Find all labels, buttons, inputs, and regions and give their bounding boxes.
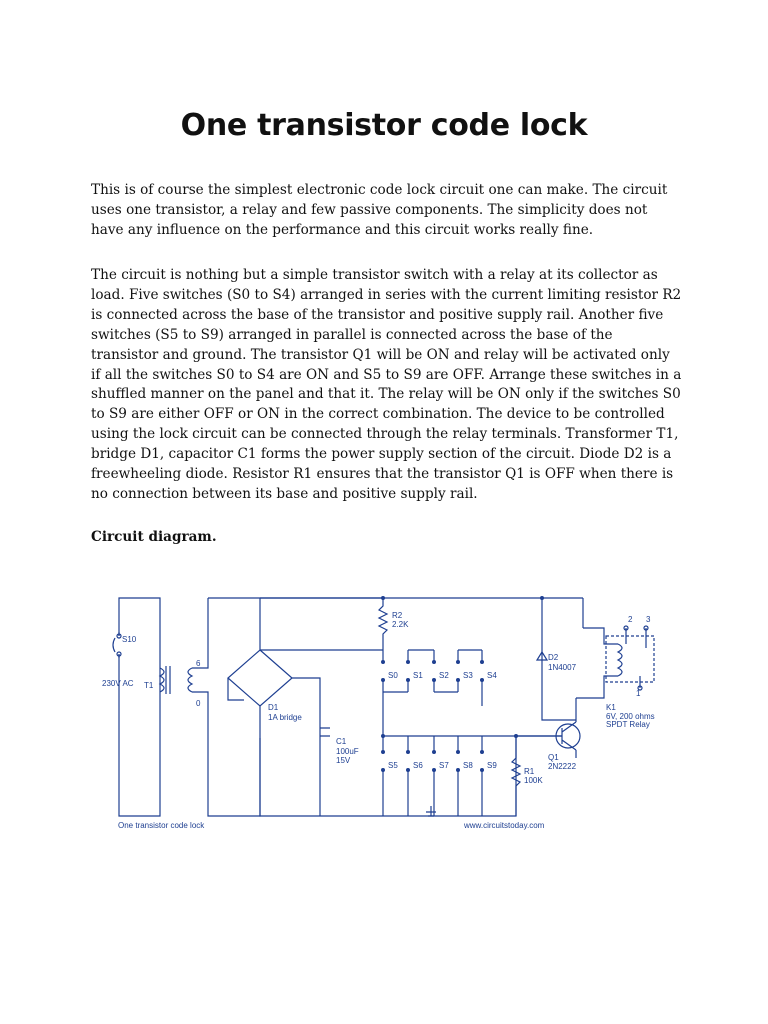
label-k1-name: K1 [606,703,616,712]
label-c1-value2: 15V [336,756,351,765]
label-s9: S9 [487,761,497,770]
k1-relay-box [606,636,654,682]
label-k1-value1: 6V, 200 ohms [606,712,655,721]
diagram-caption-right: www.circuitstoday.com [464,821,545,830]
label-r1-value: 100K [524,776,543,785]
secondary-wires [192,598,260,816]
circuit-diagram [96,588,672,834]
label-s5: S5 [388,761,398,770]
t1-secondary [188,668,192,692]
label-c1-value1: 100uF [336,747,359,756]
label-tap-6: 6 [196,659,201,668]
intro-paragraph: This is of course the simplest electronic code lock circuit one can make. The circuit uses one transistor, a relay and few passive components. The simplicity does not have any influence on the performance and this circuit works really fine. [91,182,668,238]
parallel-switches [383,736,482,816]
d1-bridge [228,650,292,706]
r2-resistor [379,598,387,650]
k1-coil [618,644,622,676]
label-r2-name: R2 [392,611,403,620]
label-s6: S6 [413,761,423,770]
label-s7: S7 [439,761,449,770]
label-q1-name: Q1 [548,753,559,762]
label-s3: S3 [463,671,473,680]
t1-core [166,666,170,694]
ground-rail [260,736,516,816]
label-s8: S8 [463,761,473,770]
label-s10: S10 [122,635,137,644]
label-s4: S4 [487,671,497,680]
diagram-caption-left: One transistor code lock [118,821,205,830]
label-t1: T1 [144,681,154,690]
t1-primary [160,668,164,692]
label-s2: S2 [439,671,449,680]
label-d2-value: 1N4007 [548,663,577,672]
label-d1-name: D1 [268,703,279,712]
circuit-diagram-heading: Circuit diagram. [91,529,217,545]
label-tap-0: 0 [196,699,201,708]
label-k1-value2: SPDT Relay [606,720,650,729]
c1-capacitor [320,728,330,736]
label-relay-pin-1: 1 [636,689,641,698]
label-s0: S0 [388,671,398,680]
label-relay-pin-3: 3 [646,615,651,624]
circuit-schematic [96,588,672,834]
label-mains: 230V AC [102,679,134,688]
description-paragraph: The circuit is nothing but a simple transistor switch with a relay at its collector as load. Five switches (S0 to S4) arranged in series with the current limiting resistor R2 is connected across the base of the transistor and positive supply rail. Another five switches (S5 to S9) arranged in parallel is connected across the base of the transistor and ground. The transistor Q1 will be ON and relay will be activated only if all the switches S0 to S4 are ON and S5 to S9 are OFF. Arrange these switches in a shuffled manner on the panel and that it. The relay will be ON only if the switches S0 to S9 are either OFF or ON in the correct combination. The device to be controlled using the lock circuit can be connected through the relay terminals. Transformer T1, bridge D1, capacitor C1 forms the power supply section of the circuit. Diode D2 is a freewheeling diode. Resistor R1 ensures that the transistor Q1 is OFF when there is no connection between its base and positive supply rail. [91,267,682,502]
label-r1-name: R1 [524,767,535,776]
label-relay-pin-2: 2 [628,615,633,624]
label-d2-name: D2 [548,653,559,662]
page-title: One transistor code lock [180,108,588,143]
label-r2-value: 2.2K [392,620,409,629]
label-d1-value: 1A bridge [268,713,302,722]
circuit-wires [112,598,654,816]
label-s1: S1 [413,671,423,680]
r1-resistor [512,736,520,816]
mains-loop [119,598,160,816]
label-q1-value: 2N2222 [548,762,577,771]
label-c1-name: C1 [336,737,347,746]
bridge-wires [208,598,320,816]
